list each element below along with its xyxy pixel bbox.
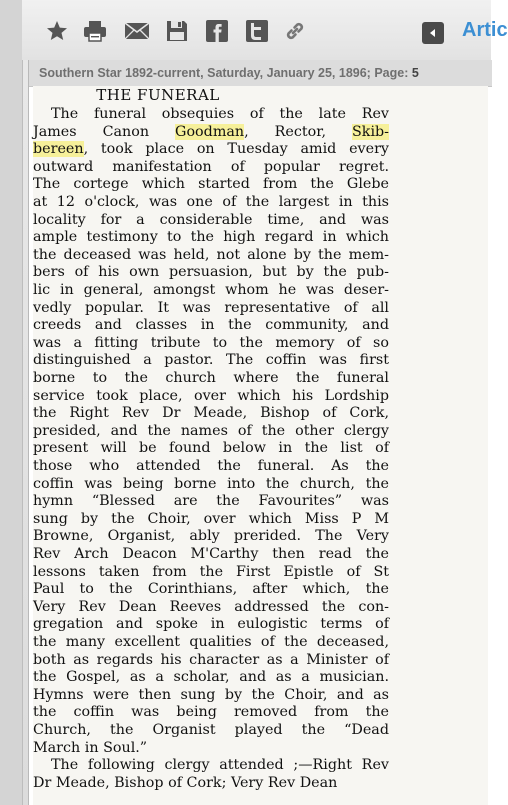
line-text: , Rector,	[244, 123, 352, 140]
line-text: March in Soul.”	[33, 739, 148, 756]
left-sidebar-strip	[0, 0, 23, 805]
publication-info: Southern Star 1892-current, Saturday, January 25, 1896; Page:	[39, 66, 409, 80]
line-text: locality for a considerable time, and was	[33, 211, 389, 228]
article-line	[33, 773, 389, 793]
save-icon[interactable]	[164, 18, 190, 44]
line-text: Rev Arch Deacon M'Carthy then read the	[33, 546, 389, 562]
line-text: Church, the Organist played the “Dead	[33, 722, 389, 738]
line-text: Very Rev Dean Reeves addressed the con-	[33, 598, 389, 615]
line-text: coffin was being borne into the church, the	[33, 475, 389, 492]
line-text: lic in general, amongst whom he was deser-	[33, 282, 389, 298]
search-highlight: bereen	[33, 141, 84, 158]
line-text: the coffin was being removed from the	[33, 704, 389, 721]
line-text: ample testimony to the high regard in which	[33, 229, 389, 246]
email-icon[interactable]	[124, 18, 150, 44]
print-icon[interactable]	[82, 18, 108, 44]
page-number: 5	[411, 66, 419, 80]
facebook-icon[interactable]	[204, 18, 230, 44]
line-text: service took place, over which his Lordship	[33, 387, 389, 404]
source-citation	[39, 66, 419, 80]
line-text: Hymns were then sung by the Choir, and as	[33, 686, 389, 703]
chevron-left-icon	[428, 28, 438, 38]
line-text: hymn “Blessed are the Favourites” was	[33, 493, 389, 510]
line-text: Dr Meade, Bishop of Cork; Very Rev Dean	[33, 774, 338, 791]
twitter-icon[interactable]	[244, 18, 270, 44]
line-text: the many excellent qualities of the deceased,	[33, 634, 389, 650]
line-text: the deceased was held, not alone by the mem-	[33, 246, 389, 263]
line-text: outward manifestation of popular regret.	[33, 158, 389, 175]
star-icon[interactable]	[44, 18, 70, 44]
line-text: at 12 o'clock, was one of the largest in this	[33, 194, 389, 210]
line-text: borne to the church where the funeral	[33, 370, 389, 386]
line-text: presided, and the names of the other clergy	[33, 422, 389, 439]
newspaper-clipping	[33, 86, 488, 805]
line-text: creeds and classes in the community, and	[33, 317, 389, 334]
line-text: Paul to the Corinthians, after which, the	[33, 581, 389, 598]
line-text: the Right Rev Dr Meade, Bishop of Cork,	[33, 405, 389, 422]
line-text: The cortege which started from the Glebe	[33, 176, 389, 193]
line-text: , took place on Tuesday amid every	[83, 141, 389, 158]
line-text: vedly popular. It was representative of all	[33, 299, 389, 316]
line-text: present will be found below in the list of	[33, 440, 389, 457]
line-text: gregation and spoke in eulogistic terms of	[33, 616, 389, 633]
source-bar	[29, 60, 492, 87]
line-text: was a fitting tribute to the memory of so	[33, 334, 389, 351]
line-text: Browne, Organist, ably prerided. The Very	[33, 528, 389, 545]
line-text: James Canon	[33, 123, 176, 140]
line-text: bers of his own persuasion, but by the pub-	[33, 264, 389, 281]
line-text: both as regards his character as a Minister of	[33, 651, 389, 668]
search-highlight: Goodman	[175, 123, 245, 140]
link-icon[interactable]	[282, 18, 308, 44]
article-tab-label[interactable]: Artic	[462, 19, 508, 41]
line-text: distinguished a pastor. The coffin was first	[33, 352, 389, 369]
article-panel	[28, 60, 492, 805]
line-text: those who attended the funeral. As the	[33, 458, 389, 474]
line-text: The funeral obsequies of the late Rev	[51, 106, 389, 122]
search-highlight: Skib-	[351, 123, 389, 140]
article-headline: THE FUNERAL	[96, 86, 220, 104]
line-text: sung by the Choir, over which Miss P M	[33, 510, 389, 527]
line-text: the Gospel, as a scholar, and as a musician.	[33, 669, 389, 686]
line-text: The following clergy attended ;—Right Rev	[51, 757, 389, 774]
toolbar	[22, 0, 508, 60]
collapse-article-button[interactable]	[422, 22, 444, 44]
line-text: lessons taken from the First Epistle of St	[33, 563, 389, 580]
